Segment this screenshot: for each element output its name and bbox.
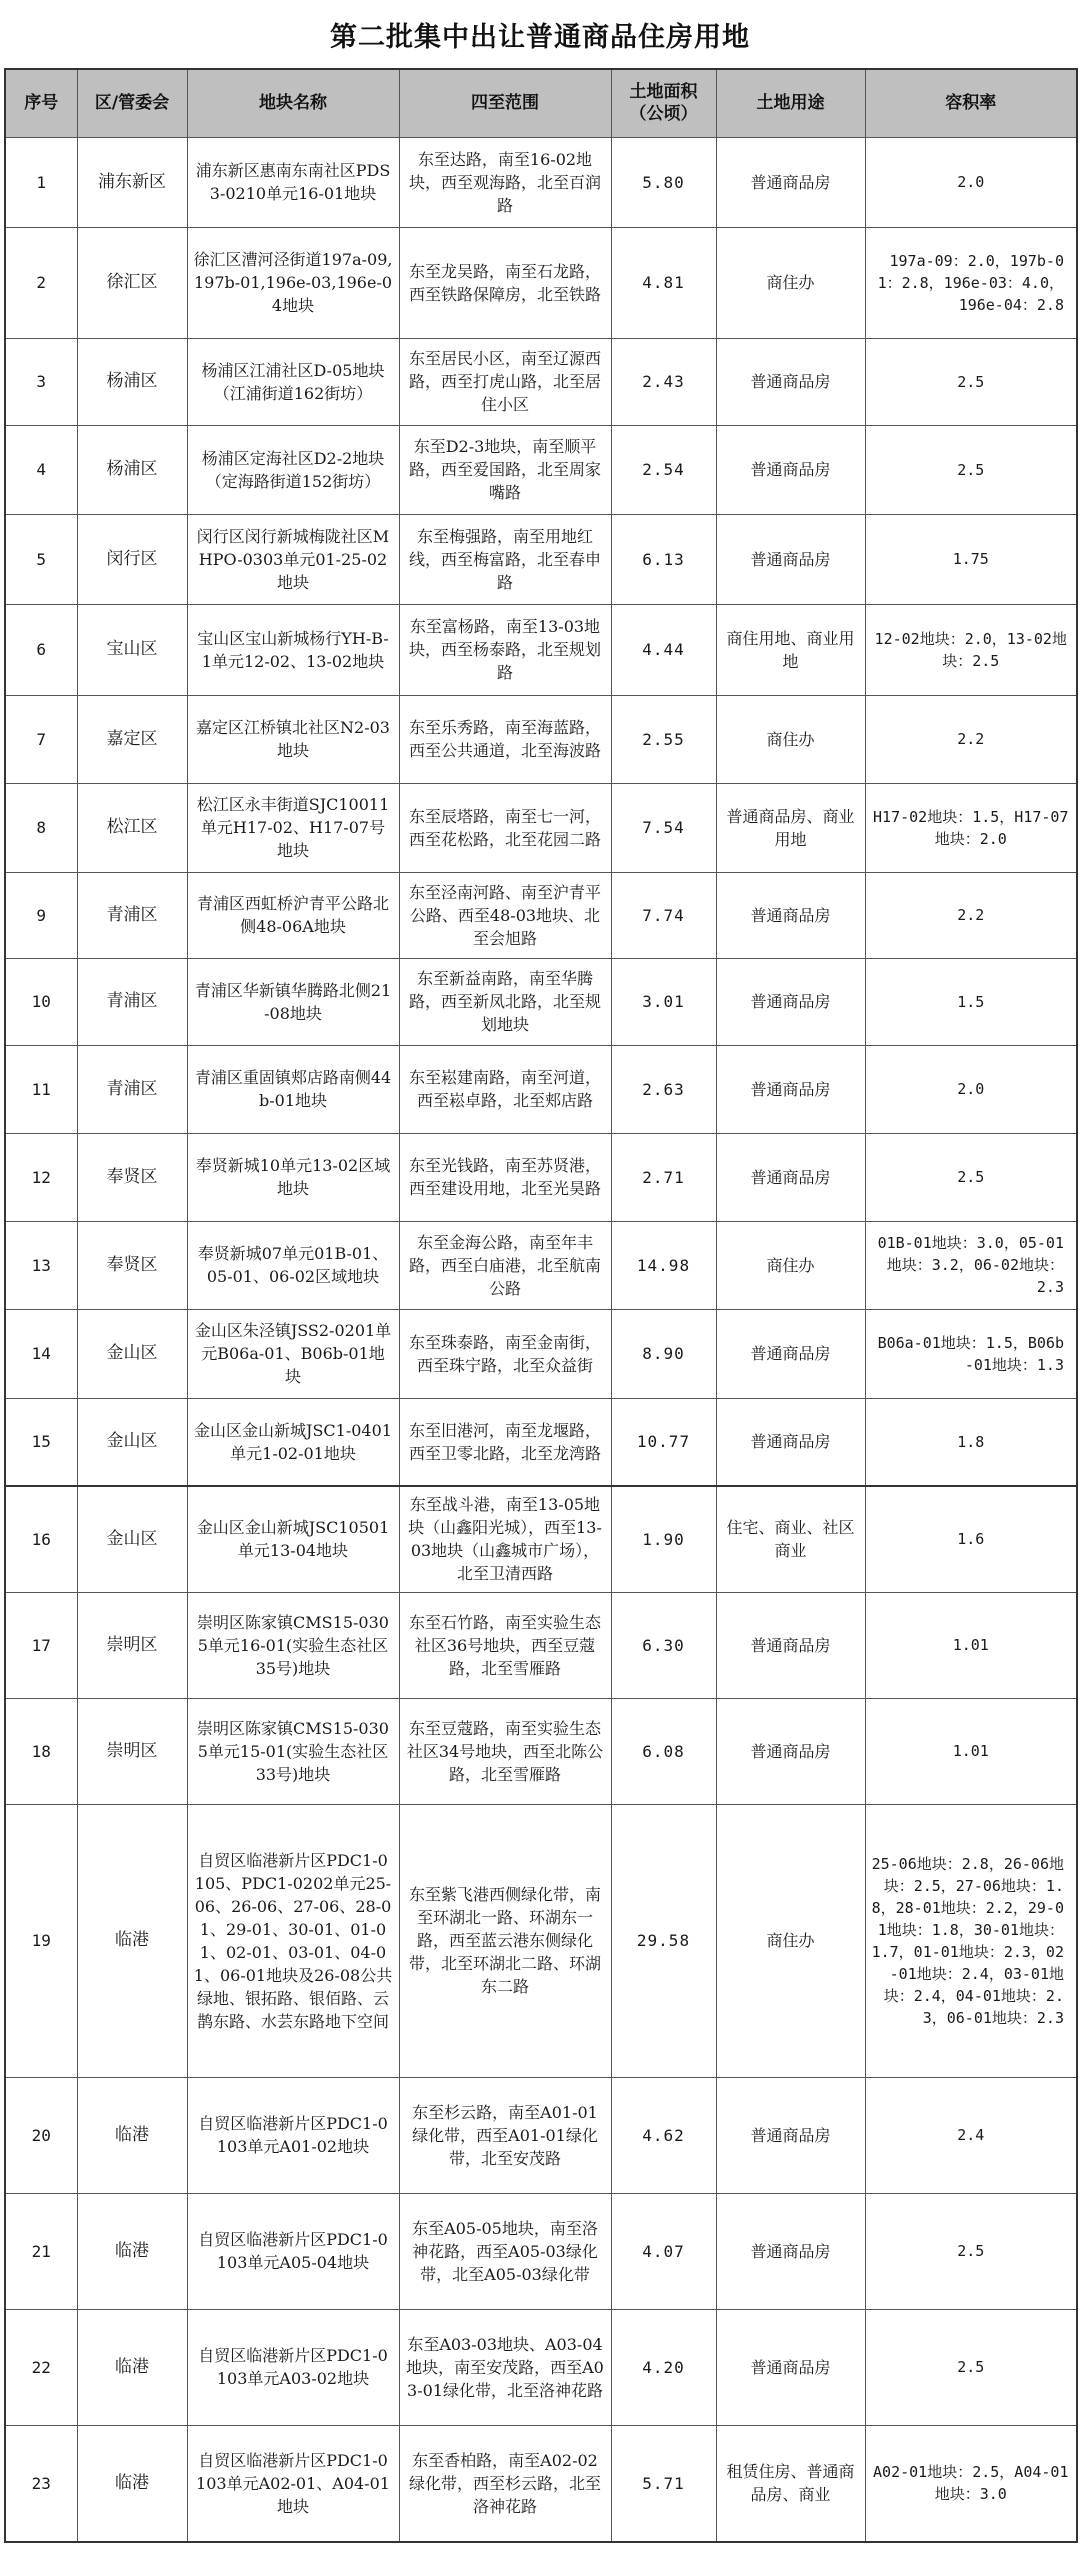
- cell-land-use: 普通商品房: [716, 425, 865, 514]
- cell-boundaries: 东至紫飞港西侧绿化带，南至环湖北一路、环湖东一路，西至蓝云港东侧绿化带，北至环湖北二路、环湖东二路: [399, 1804, 611, 2077]
- cell-area: 5.71: [611, 2425, 716, 2542]
- cell-district: 临港: [77, 2309, 187, 2425]
- cell-area: 4.20: [611, 2309, 716, 2425]
- cell-district: 临港: [77, 1804, 187, 2077]
- cell-boundaries: 东至光钱路，南至苏贤港，西至建设用地，北至光昊路: [399, 1133, 611, 1221]
- cell-index: 12: [5, 1133, 77, 1221]
- cell-plot-name: 奉贤新城10单元13-02区域地块: [187, 1133, 399, 1221]
- table-row: [5, 1045, 1077, 1133]
- cell-plot-ratio: 1.6: [865, 1486, 1077, 1592]
- cell-boundaries: 东至达路，南至16-02地块，西至观海路，北至百润路: [399, 137, 611, 227]
- table-row: [5, 604, 1077, 695]
- table-row: [5, 1486, 1077, 1592]
- cell-index: 2: [5, 227, 77, 338]
- cell-district: 奉贤区: [77, 1221, 187, 1309]
- cell-area: 7.54: [611, 783, 716, 872]
- cell-land-use: 普通商品房、商业用地: [716, 783, 865, 872]
- cell-index: 10: [5, 958, 77, 1045]
- cell-area: 5.80: [611, 137, 716, 227]
- cell-district: 金山区: [77, 1486, 187, 1592]
- cell-index: 16: [5, 1486, 77, 1592]
- cell-plot-name: 自贸区临港新片区PDC1-0103单元A01-02地块: [187, 2077, 399, 2193]
- cell-boundaries: 东至新益南路，南至华腾路，西至新凤北路，北至规划地块: [399, 958, 611, 1045]
- cell-land-use: 普通商品房: [716, 514, 865, 604]
- cell-boundaries: 东至辰塔路，南至七一河，西至花松路，北至花园二路: [399, 783, 611, 872]
- cell-plot-name: 金山区朱泾镇JSS2-0201单元B06a-01、B06b-01地块: [187, 1309, 399, 1398]
- cell-area: 8.90: [611, 1309, 716, 1398]
- cell-district: 嘉定区: [77, 695, 187, 783]
- table-row: [5, 137, 1077, 227]
- cell-plot-name: 嘉定区江桥镇北社区N2-03地块: [187, 695, 399, 783]
- cell-index: 3: [5, 338, 77, 425]
- cell-index: 1: [5, 137, 77, 227]
- cell-index: 8: [5, 783, 77, 872]
- cell-plot-name: 浦东新区惠南东南社区PDS3-0210单元16-01地块: [187, 137, 399, 227]
- cell-area: 4.81: [611, 227, 716, 338]
- table-row: [5, 425, 1077, 514]
- table-row: [5, 958, 1077, 1045]
- cell-area: 2.54: [611, 425, 716, 514]
- cell-land-use: 住宅、商业、社区商业: [716, 1486, 865, 1592]
- cell-boundaries: 东至金海公路，南至年丰路，西至白庙港，北至航南公路: [399, 1221, 611, 1309]
- cell-land-use: 商住办: [716, 1804, 865, 2077]
- cell-boundaries: 东至居民小区，南至辽源西路，西至打虎山路，北至居住小区: [399, 338, 611, 425]
- header-area: 土地面积（公顷）: [611, 69, 716, 137]
- cell-index: 13: [5, 1221, 77, 1309]
- cell-land-use: 租赁住房、普通商品房、商业: [716, 2425, 865, 2542]
- cell-land-use: 普通商品房: [716, 1698, 865, 1804]
- cell-plot-name: 自贸区临港新片区PDC1-0103单元A02-01、A04-01地块: [187, 2425, 399, 2542]
- cell-index: 4: [5, 425, 77, 514]
- cell-index: 20: [5, 2077, 77, 2193]
- cell-land-use: 普通商品房: [716, 1592, 865, 1698]
- cell-boundaries: 东至富杨路，南至13-03地块，西至杨泰路，北至规划路: [399, 604, 611, 695]
- cell-area: 10.77: [611, 1398, 716, 1486]
- cell-plot-ratio: 1.01: [865, 1698, 1077, 1804]
- cell-area: 2.43: [611, 338, 716, 425]
- cell-district: 宝山区: [77, 604, 187, 695]
- table-row: [5, 1309, 1077, 1398]
- header-plot-name: 地块名称: [187, 69, 399, 137]
- table-row: [5, 1592, 1077, 1698]
- header-land-use: 土地用途: [716, 69, 865, 137]
- cell-plot-ratio: 2.2: [865, 872, 1077, 958]
- cell-land-use: 商住用地、商业用地: [716, 604, 865, 695]
- cell-land-use: 普通商品房: [716, 338, 865, 425]
- table-row: [5, 2425, 1077, 2542]
- cell-boundaries: 东至A03-03地块、A03-04地块，南至安茂路，西至A03-01绿化带，北至洛神花路: [399, 2309, 611, 2425]
- cell-plot-ratio: 2.0: [865, 137, 1077, 227]
- cell-district: 临港: [77, 2077, 187, 2193]
- land-table: [4, 68, 1078, 2543]
- cell-boundaries: 东至豆蔻路，南至实验生态社区34号地块，西至北陈公路，北至雪雁路: [399, 1698, 611, 1804]
- cell-index: 14: [5, 1309, 77, 1398]
- header-index: 序号: [5, 69, 77, 137]
- table-row: [5, 2077, 1077, 2193]
- cell-plot-name: 青浦区华新镇华腾路北侧21-08地块: [187, 958, 399, 1045]
- cell-index: 23: [5, 2425, 77, 2542]
- cell-land-use: 普通商品房: [716, 1045, 865, 1133]
- cell-plot-name: 自贸区临港新片区PDC1-0103单元A03-02地块: [187, 2309, 399, 2425]
- cell-index: 19: [5, 1804, 77, 2077]
- cell-boundaries: 东至D2-3地块，南至顺平路，西至爱国路，北至周家嘴路: [399, 425, 611, 514]
- cell-area: 3.01: [611, 958, 716, 1045]
- table-row: [5, 1698, 1077, 1804]
- cell-index: 18: [5, 1698, 77, 1804]
- cell-area: 6.08: [611, 1698, 716, 1804]
- cell-plot-name: 杨浦区江浦社区D-05地块（江浦街道162街坊）: [187, 338, 399, 425]
- cell-boundaries: 东至战斗港，南至13-05地块（山鑫阳光城），西至13-03地块（山鑫城市广场），北至卫清西路: [399, 1486, 611, 1592]
- cell-plot-ratio: 2.5: [865, 425, 1077, 514]
- cell-index: 15: [5, 1398, 77, 1486]
- cell-boundaries: 东至龙吴路，南至石龙路，西至铁路保障房，北至铁路: [399, 227, 611, 338]
- cell-index: 9: [5, 872, 77, 958]
- cell-index: 22: [5, 2309, 77, 2425]
- cell-area: 6.30: [611, 1592, 716, 1698]
- cell-index: 17: [5, 1592, 77, 1698]
- cell-plot-name: 奉贤新城07单元01B-01、05-01、06-02区域地块: [187, 1221, 399, 1309]
- table-row: [5, 1398, 1077, 1486]
- cell-index: 21: [5, 2193, 77, 2309]
- cell-plot-name: 青浦区西虹桥沪青平公路北侧48-06A地块: [187, 872, 399, 958]
- cell-plot-ratio: 2.5: [865, 2309, 1077, 2425]
- cell-plot-name: 崇明区陈家镇CMS15-0305单元16-01(实验生态社区35号)地块: [187, 1592, 399, 1698]
- cell-district: 杨浦区: [77, 338, 187, 425]
- cell-plot-ratio: A02-01地块：2.5，A04-01地块：3.0: [865, 2425, 1077, 2542]
- cell-district: 临港: [77, 2425, 187, 2542]
- cell-district: 金山区: [77, 1398, 187, 1486]
- cell-area: 4.62: [611, 2077, 716, 2193]
- cell-land-use: 商住办: [716, 227, 865, 338]
- header-boundaries: 四至范围: [399, 69, 611, 137]
- cell-land-use: 普通商品房: [716, 1309, 865, 1398]
- cell-plot-name: 松江区永丰街道SJC10011单元H17-02、H17-07号地块: [187, 783, 399, 872]
- cell-area: 2.55: [611, 695, 716, 783]
- cell-district: 青浦区: [77, 872, 187, 958]
- cell-land-use: 普通商品房: [716, 958, 865, 1045]
- cell-district: 松江区: [77, 783, 187, 872]
- cell-boundaries: 东至石竹路，南至实验生态社区36号地块，西至豆蔻路，北至雪雁路: [399, 1592, 611, 1698]
- cell-plot-ratio: H17-02地块：1.5，H17-07地块：2.0: [865, 783, 1077, 872]
- cell-plot-ratio: 01B-01地块：3.0，05-01地块：3.2，06-02地块：2.3: [865, 1221, 1077, 1309]
- cell-district: 奉贤区: [77, 1133, 187, 1221]
- cell-plot-ratio: 2.5: [865, 338, 1077, 425]
- cell-land-use: 普通商品房: [716, 1398, 865, 1486]
- cell-land-use: 商住办: [716, 695, 865, 783]
- table-row: [5, 872, 1077, 958]
- header-district: 区/管委会: [77, 69, 187, 137]
- page-title: 第二批集中出让普通商品住房用地: [330, 21, 750, 53]
- cell-plot-ratio: B06a-01地块：1.5，B06b-01地块：1.3: [865, 1309, 1077, 1398]
- table-row: [5, 695, 1077, 783]
- table-row: [5, 227, 1077, 338]
- table-row: [5, 1221, 1077, 1309]
- cell-index: 7: [5, 695, 77, 783]
- cell-area: 29.58: [611, 1804, 716, 2077]
- cell-plot-ratio: 197a-09：2.0，197b-01：2.8，196e-03：4.0，196e-04：2.8: [865, 227, 1077, 338]
- cell-plot-name: 崇明区陈家镇CMS15-0305单元15-01(实验生态社区33号)地块: [187, 1698, 399, 1804]
- cell-district: 崇明区: [77, 1698, 187, 1804]
- cell-land-use: 普通商品房: [716, 2193, 865, 2309]
- cell-boundaries: 东至香柏路，南至A02-02绿化带，西至杉云路，北至洛神花路: [399, 2425, 611, 2542]
- cell-boundaries: 东至崧建南路，南至河道，西至崧卓路，北至郏店路: [399, 1045, 611, 1133]
- cell-area: 2.71: [611, 1133, 716, 1221]
- cell-district: 浦东新区: [77, 137, 187, 227]
- cell-land-use: 普通商品房: [716, 2077, 865, 2193]
- cell-plot-ratio: 2.2: [865, 695, 1077, 783]
- cell-district: 杨浦区: [77, 425, 187, 514]
- cell-plot-name: 徐汇区漕河泾街道197a-09,197b-01,196e-03,196e-04地块: [187, 227, 399, 338]
- cell-plot-name: 闵行区闵行新城梅陇社区MHPO-0303单元01-25-02地块: [187, 514, 399, 604]
- cell-boundaries: 东至珠泰路，南至金南街，西至珠宁路，北至众益街: [399, 1309, 611, 1398]
- cell-land-use: 普通商品房: [716, 2309, 865, 2425]
- cell-index: 5: [5, 514, 77, 604]
- cell-plot-ratio: 1.5: [865, 958, 1077, 1045]
- table-row: [5, 338, 1077, 425]
- cell-boundaries: 东至旧港河，南至龙堰路，西至卫零北路，北至龙湾路: [399, 1398, 611, 1486]
- cell-plot-ratio: 25-06地块：2.8，26-06地块：2.5，27-06地块：1.8，28-01地块：2.2，29-01地块：1.8，30-01地块：1.7，01-01地块：2.3，02-01地块：2.4，03-01地块：2.4，04-01地块：2.3，06-01地块：2.3: [865, 1804, 1077, 2077]
- cell-district: 崇明区: [77, 1592, 187, 1698]
- cell-area: 7.74: [611, 872, 716, 958]
- cell-plot-name: 自贸区临港新片区PDC1-0103单元A05-04地块: [187, 2193, 399, 2309]
- cell-area: 1.90: [611, 1486, 716, 1592]
- cell-district: 青浦区: [77, 1045, 187, 1133]
- cell-district: 金山区: [77, 1309, 187, 1398]
- cell-land-use: 普通商品房: [716, 1133, 865, 1221]
- cell-district: 青浦区: [77, 958, 187, 1045]
- table-row: [5, 1133, 1077, 1221]
- table-header-row: [5, 69, 1077, 137]
- cell-boundaries: 东至乐秀路，南至海蓝路，西至公共通道，北至海波路: [399, 695, 611, 783]
- cell-land-use: 普通商品房: [716, 872, 865, 958]
- cell-land-use: 普通商品房: [716, 137, 865, 227]
- cell-district: 徐汇区: [77, 227, 187, 338]
- cell-area: 2.63: [611, 1045, 716, 1133]
- cell-plot-ratio: 2.5: [865, 1133, 1077, 1221]
- cell-district: 临港: [77, 2193, 187, 2309]
- cell-district: 闵行区: [77, 514, 187, 604]
- header-plot-ratio: 容积率: [865, 69, 1077, 137]
- cell-plot-name: 杨浦区定海社区D2-2地块（定海路街道152街坊）: [187, 425, 399, 514]
- cell-index: 6: [5, 604, 77, 695]
- table-row: [5, 514, 1077, 604]
- cell-plot-name: 青浦区重固镇郏店路南侧44b-01地块: [187, 1045, 399, 1133]
- cell-plot-ratio: 1.8: [865, 1398, 1077, 1486]
- cell-boundaries: 东至梅强路，南至用地红线，西至梅富路，北至春申路: [399, 514, 611, 604]
- cell-area: 14.98: [611, 1221, 716, 1309]
- cell-plot-ratio: 1.01: [865, 1592, 1077, 1698]
- cell-plot-ratio: 2.5: [865, 2193, 1077, 2309]
- cell-plot-ratio: 2.4: [865, 2077, 1077, 2193]
- table-row: [5, 783, 1077, 872]
- cell-plot-ratio: 12-02地块：2.0，13-02地块：2.5: [865, 604, 1077, 695]
- cell-plot-name: 宝山区宝山新城杨行YH-B-1单元12-02、13-02地块: [187, 604, 399, 695]
- cell-boundaries: 东至杉云路，南至A01-01绿化带，西至A01-01绿化带，北至安茂路: [399, 2077, 611, 2193]
- cell-area: 4.44: [611, 604, 716, 695]
- cell-boundaries: 东至A05-05地块，南至洛神花路，西至A05-03绿化带，北至A05-03绿化带: [399, 2193, 611, 2309]
- table-row: [5, 2309, 1077, 2425]
- cell-area: 6.13: [611, 514, 716, 604]
- cell-plot-name: 金山区金山新城JSC1-0401单元1-02-01地块: [187, 1398, 399, 1486]
- cell-index: 11: [5, 1045, 77, 1133]
- cell-plot-ratio: 1.75: [865, 514, 1077, 604]
- cell-plot-ratio: 2.0: [865, 1045, 1077, 1133]
- table-row: [5, 2193, 1077, 2309]
- cell-boundaries: 东至泾南河路、南至沪青平公路、西至48-03地块、北至会旭路: [399, 872, 611, 958]
- cell-land-use: 商住办: [716, 1221, 865, 1309]
- cell-plot-name: 自贸区临港新片区PDC1-0105、PDC1-0202单元25-06、26-06、27-06、28-01、29-01、30-01、01-01、02-01、03-01、04-01、06-01地块及26-08公共绿地、银拓路、银佰路、云鹊东路、水芸东路地下空间: [187, 1804, 399, 2077]
- cell-plot-name: 金山区金山新城JSC10501单元13-04地块: [187, 1486, 399, 1592]
- table-row: [5, 1804, 1077, 2077]
- cell-area: 4.07: [611, 2193, 716, 2309]
